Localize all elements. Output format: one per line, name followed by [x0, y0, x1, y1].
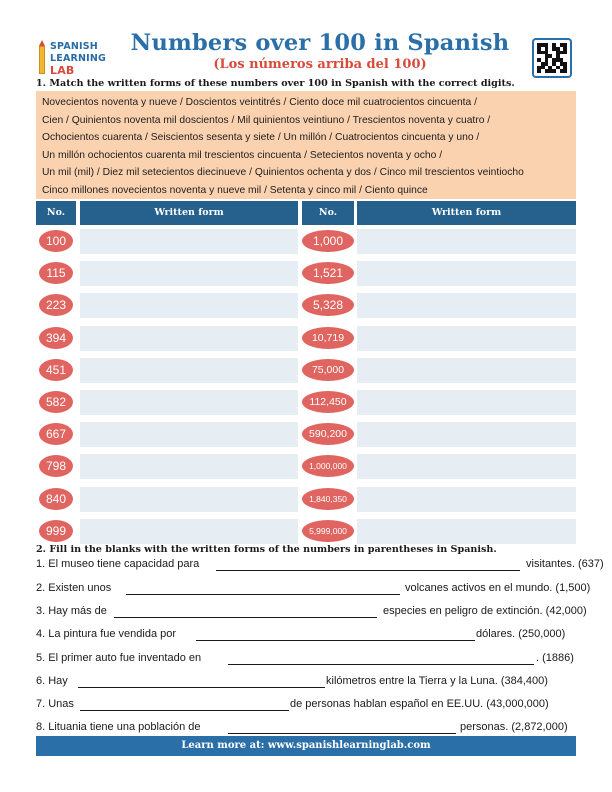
written-form-cell[interactable] [357, 326, 576, 351]
answer-blank[interactable] [216, 570, 520, 571]
answer-blank[interactable] [80, 710, 289, 711]
written-form-cell[interactable] [80, 519, 298, 544]
answer-blank[interactable] [228, 733, 456, 734]
written-form-cell[interactable] [80, 390, 298, 415]
sentence-before: 1. El museo tiene capacidad para [36, 558, 200, 570]
word-bank-line: Novecientos noventa y nueve / Doscientos veintitrés / Ciento doce mil cuatrocientos cincuenta / [42, 97, 477, 108]
word-bank-line: Ochocientos cuarenta / Seiscientos sesenta y siete / Un millón / Cuatrocientos cincuenta y uno / [42, 132, 480, 143]
right-written-form-header: Written form [357, 201, 576, 225]
number-badge: 10,719 [302, 327, 354, 349]
written-form-cell[interactable] [80, 487, 298, 512]
number-badge: 100 [39, 230, 73, 252]
sentence-after: visitantes. (637) [526, 558, 604, 570]
written-form-cell[interactable] [357, 454, 576, 479]
sentence-before: 4. La pintura fue vendida por [36, 628, 177, 640]
answer-blank[interactable] [228, 664, 534, 665]
written-form-cell[interactable] [80, 454, 298, 479]
number-badge: 1,000 [302, 230, 354, 252]
footer-link[interactable]: Learn more at: www.spanishlearninglab.com [36, 736, 576, 756]
number-badge: 999 [39, 520, 73, 542]
written-form-cell[interactable] [357, 358, 576, 383]
written-form-cell[interactable] [357, 261, 576, 286]
answer-blank[interactable] [78, 687, 325, 688]
sentence-after: personas. (2,872,000) [460, 721, 568, 733]
number-badge: 1,840,350 [302, 488, 354, 510]
answer-blank[interactable] [126, 594, 400, 595]
sentence-after: de personas hablan español en EE.UU. (43,000,000) [290, 698, 549, 710]
number-badge: 115 [39, 262, 73, 284]
written-form-cell[interactable] [357, 293, 576, 318]
number-badge: 223 [39, 294, 73, 316]
answer-blank[interactable] [114, 617, 377, 618]
number-badge: 112,450 [302, 391, 354, 413]
section2-instruction: 2. Fill in the blanks with the written forms of the numbers in parentheses in Spanish. [36, 544, 497, 555]
sentence-8 [36, 720, 581, 736]
sentence-after: . (1886) [536, 652, 574, 664]
number-badge: 667 [39, 423, 73, 445]
number-badge: 798 [39, 455, 73, 477]
sentence-1 [36, 557, 604, 573]
written-form-cell[interactable] [357, 229, 576, 254]
written-form-cell[interactable] [80, 229, 298, 254]
logo-line-1: SPANISH [50, 41, 98, 52]
right-no-header: No. [302, 201, 354, 225]
sentence-3 [36, 604, 587, 620]
word-bank-line: Un mil (mil) / Diez mil setecientos diecinueve / Quinientos ochenta y dos / Cinco mil trescientos veintiocho [42, 167, 524, 178]
page-subtitle: (Los números arriba del 100) [213, 57, 427, 72]
sentence-after: dólares. (250,000) [476, 628, 566, 640]
sentence-before: 7. Unas [36, 698, 74, 710]
word-bank-line: Cien / Quinientos noventa mil doscientos / Mil quinientos veintiuno / Trescientos noventa y cuatro / [42, 114, 491, 126]
number-badge: 1,000,000 [302, 455, 354, 477]
sentence-7 [36, 697, 581, 713]
written-form-cell[interactable] [357, 519, 576, 544]
page-title: Numbers over 100 in Spanish [130, 30, 510, 56]
sentence-4 [36, 627, 581, 643]
number-badge: 451 [39, 359, 73, 381]
written-form-cell[interactable] [80, 358, 298, 383]
sentence-6 [36, 674, 581, 690]
section1-instruction: 1. Match the written forms of these numbers over 100 in Spanish with the correct digits. [36, 78, 515, 89]
number-badge: 75,000 [302, 359, 354, 381]
written-form-cell[interactable] [80, 326, 298, 351]
sentence-after: volcanes activos en el mundo. (1,500) [405, 582, 591, 594]
answer-blank[interactable] [196, 640, 475, 641]
word-bank-line: Un millón ochocientos cuarenta mil trescientos cincuenta / Setecientos noventa y ocho / [42, 149, 443, 161]
sentence-before: 3. Hay más de [36, 605, 107, 617]
sentence-before: 2. Existen unos [36, 582, 112, 594]
left-no-header: No. [36, 201, 76, 225]
number-badge: 5,999,000 [302, 520, 354, 542]
number-badge: 582 [39, 391, 73, 413]
logo-line-2: LEARNING [50, 53, 107, 64]
qr-code-icon[interactable] [532, 38, 572, 78]
left-written-form-header: Written form [80, 201, 298, 225]
spanish-learning-lab-logo [36, 38, 116, 80]
written-form-cell[interactable] [357, 422, 576, 447]
number-badge: 394 [39, 327, 73, 349]
pencil-icon [38, 40, 46, 76]
logo-line-3: LAB [50, 64, 75, 77]
sentence-2 [36, 581, 591, 597]
word-bank [36, 91, 576, 199]
sentence-after: kilómetros entre la Tierra y la Luna. (384,400) [326, 675, 548, 687]
written-form-cell[interactable] [357, 487, 576, 512]
written-form-cell[interactable] [80, 293, 298, 318]
number-badge: 1,521 [302, 262, 354, 284]
written-form-cell[interactable] [80, 422, 298, 447]
written-form-cell[interactable] [80, 261, 298, 286]
sentence-before: 5. El primer auto fue inventado en [36, 652, 202, 664]
number-badge: 590,200 [302, 423, 354, 445]
written-form-cell[interactable] [357, 390, 576, 415]
word-bank-line: Cinco millones novecientos noventa y nueve mil / Setenta y cinco mil / Ciento quince [42, 184, 428, 196]
number-badge: 5,328 [302, 294, 354, 316]
sentence-before: 6. Hay [36, 675, 68, 687]
sentence-5 [36, 651, 581, 667]
number-badge: 840 [39, 488, 73, 510]
sentence-before: 8. Lituania tiene una población de [36, 721, 201, 733]
sentence-after: especies en peligro de extinción. (42,000) [383, 605, 587, 617]
